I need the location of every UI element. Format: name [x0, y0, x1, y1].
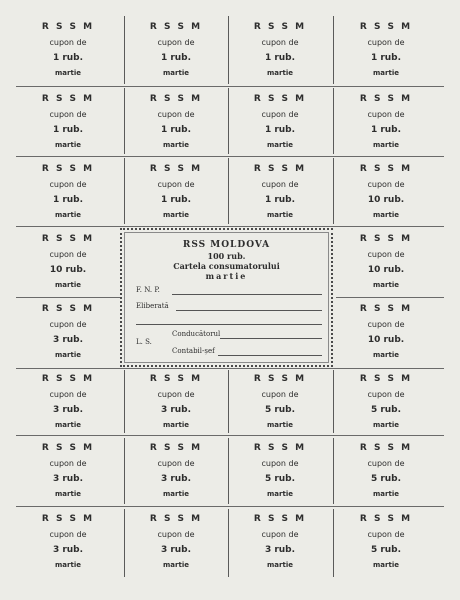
- coupon-value: 1 rub.: [160, 195, 192, 205]
- coupon[interactable]: [124, 88, 228, 150]
- perforation-line: [228, 158, 229, 224]
- coupon-value: 3 rub.: [160, 474, 192, 484]
- accountant-label: Contabil-șef: [172, 347, 215, 355]
- perforation-line: [124, 16, 125, 84]
- issued-label: Eliberată: [136, 302, 169, 310]
- coupon-title: R S S M: [149, 443, 203, 453]
- coupon[interactable]: [228, 508, 332, 570]
- coupon-value: 1 rub.: [264, 125, 296, 135]
- coupon[interactable]: [124, 16, 228, 78]
- perforation-line: [16, 435, 444, 436]
- coupon-title: R S S M: [359, 164, 413, 174]
- coupon[interactable]: [228, 368, 332, 430]
- coupon-value: 5 rub.: [264, 405, 296, 415]
- perforation-line: [16, 86, 444, 87]
- coupon-subtitle: cupon de: [367, 180, 405, 189]
- accountant-signature-field[interactable]: [218, 355, 322, 356]
- coupon-value: 5 rub.: [370, 405, 402, 415]
- coupon-value: 3 rub.: [52, 335, 84, 345]
- coupon-title: R S S M: [41, 443, 95, 453]
- perforation-line: [16, 297, 120, 298]
- coupon-title: R S S M: [149, 22, 203, 32]
- issued-field-line-2[interactable]: [136, 324, 322, 325]
- coupon-title: R S S M: [41, 304, 95, 314]
- coupon[interactable]: [334, 88, 438, 150]
- fnp-field[interactable]: [172, 294, 322, 295]
- coupon-subtitle: cupon de: [49, 390, 87, 399]
- coupon[interactable]: [124, 437, 228, 499]
- coupon[interactable]: [228, 158, 332, 220]
- coupon-title: R S S M: [149, 374, 203, 384]
- coupon[interactable]: [16, 16, 120, 78]
- coupon-subtitle: cupon de: [157, 180, 195, 189]
- coupon-subtitle: cupon de: [261, 180, 299, 189]
- coupon-value: 1 rub.: [52, 53, 84, 63]
- coupon-value: 1 rub.: [52, 195, 84, 205]
- coupon-month: martie: [55, 141, 81, 149]
- coupon-value: 1 rub.: [264, 53, 296, 63]
- coupon-title: R S S M: [41, 234, 95, 244]
- coupon-month: martie: [55, 561, 81, 569]
- coupon-title: R S S M: [149, 94, 203, 104]
- coupon-value: 1 rub.: [160, 125, 192, 135]
- perforation-line: [16, 156, 444, 157]
- coupon[interactable]: [124, 368, 228, 430]
- coupon[interactable]: [124, 158, 228, 220]
- coupon-subtitle: cupon de: [157, 110, 195, 119]
- card-amount: 100 rub.: [207, 251, 246, 261]
- coupon-month: martie: [267, 561, 293, 569]
- coupon-title: R S S M: [41, 22, 95, 32]
- coupon-month: martie: [267, 141, 293, 149]
- issued-field[interactable]: [176, 310, 322, 311]
- perforation-line: [124, 370, 125, 433]
- coupon-subtitle: cupon de: [261, 38, 299, 47]
- coupon-month: martie: [373, 141, 399, 149]
- coupon-value: 10 rub.: [367, 265, 405, 275]
- coupon-subtitle: cupon de: [367, 530, 405, 539]
- coupon-month: martie: [373, 211, 399, 219]
- coupon-title: R S S M: [253, 374, 307, 384]
- coupon[interactable]: [16, 437, 120, 499]
- coupon-subtitle: cupon de: [49, 530, 87, 539]
- coupon-subtitle: cupon de: [261, 530, 299, 539]
- perforation-line: [228, 88, 229, 154]
- perforation-line: [228, 370, 229, 433]
- coupon[interactable]: [228, 437, 332, 499]
- perforation-line: [124, 438, 125, 504]
- coupon-month: martie: [267, 69, 293, 77]
- coupon[interactable]: [228, 88, 332, 150]
- coupon-month: martie: [163, 211, 189, 219]
- coupon-value: 5 rub.: [370, 474, 402, 484]
- coupon-subtitle: cupon de: [261, 459, 299, 468]
- coupon-subtitle: cupon de: [367, 320, 405, 329]
- card-name: Cartela consumatorului: [173, 261, 280, 271]
- coupon[interactable]: [16, 228, 120, 290]
- coupon-value: 3 rub.: [160, 405, 192, 415]
- perforation-line: [16, 506, 444, 507]
- coupon[interactable]: [16, 88, 120, 150]
- coupon-title: R S S M: [149, 164, 203, 174]
- coupon-month: martie: [55, 421, 81, 429]
- coupon-month: martie: [55, 490, 81, 498]
- coupon[interactable]: [16, 368, 120, 430]
- perforation-line: [16, 368, 444, 369]
- coupon-value: 10 rub.: [367, 195, 405, 205]
- coupon-subtitle: cupon de: [367, 250, 405, 259]
- coupon-subtitle: cupon de: [261, 110, 299, 119]
- coupon-title: R S S M: [359, 304, 413, 314]
- coupon-title: R S S M: [253, 94, 307, 104]
- perforation-line: [124, 88, 125, 154]
- coupon-title: R S S M: [359, 374, 413, 384]
- coupon-value: 1 rub.: [160, 53, 192, 63]
- coupon-month: martie: [55, 351, 81, 359]
- coupon-value: 1 rub.: [370, 53, 402, 63]
- coupon-subtitle: cupon de: [49, 459, 87, 468]
- coupon-value: 3 rub.: [264, 545, 296, 555]
- coupon[interactable]: [16, 158, 120, 220]
- coupon-month: martie: [267, 211, 293, 219]
- coupon-title: R S S M: [253, 22, 307, 32]
- coupon-title: R S S M: [41, 374, 95, 384]
- coupon-subtitle: cupon de: [367, 459, 405, 468]
- coupon-title: R S S M: [253, 514, 307, 524]
- coupon-month: martie: [267, 421, 293, 429]
- coupon[interactable]: [334, 437, 438, 499]
- coupon-value: 10 rub.: [49, 265, 87, 275]
- coupon-month: martie: [373, 281, 399, 289]
- coupon-month: martie: [163, 141, 189, 149]
- coupon[interactable]: [334, 368, 438, 430]
- coupon-subtitle: cupon de: [261, 390, 299, 399]
- coupon-title: R S S M: [149, 514, 203, 524]
- perforation-line: [333, 88, 334, 154]
- coupon-subtitle: cupon de: [49, 250, 87, 259]
- coupon-subtitle: cupon de: [157, 38, 195, 47]
- coupon-subtitle: cupon de: [49, 38, 87, 47]
- coupon-month: martie: [55, 211, 81, 219]
- coupon-title: R S S M: [253, 164, 307, 174]
- coupon[interactable]: [16, 508, 120, 570]
- coupon-value: 3 rub.: [160, 545, 192, 555]
- coupon-month: martie: [373, 421, 399, 429]
- perforation-line: [16, 226, 444, 227]
- perforation-line: [124, 509, 125, 577]
- coupon-title: R S S M: [359, 22, 413, 32]
- card-title: RSS MOLDOVA: [182, 240, 271, 250]
- perforation-line: [333, 509, 334, 577]
- perforation-line: [228, 16, 229, 84]
- coupon-subtitle: cupon de: [157, 530, 195, 539]
- coupon-month: martie: [373, 69, 399, 77]
- coupon-month: martie: [373, 561, 399, 569]
- coupon-subtitle: cupon de: [367, 38, 405, 47]
- perforation-line: [333, 158, 334, 224]
- coupon-subtitle: cupon de: [157, 390, 195, 399]
- coupon-title: R S S M: [253, 443, 307, 453]
- coupon-month: martie: [163, 490, 189, 498]
- coupon-subtitle: cupon de: [49, 110, 87, 119]
- fnp-label: F. N. P.: [136, 286, 160, 294]
- coupon-month: martie: [55, 281, 81, 289]
- coupon-value: 1 rub.: [52, 125, 84, 135]
- coupon-subtitle: cupon de: [157, 459, 195, 468]
- coupon-title: R S S M: [359, 443, 413, 453]
- coupon[interactable]: [228, 16, 332, 78]
- coupon-value: 3 rub.: [52, 474, 84, 484]
- perforation-line: [333, 438, 334, 504]
- coupon-title: R S S M: [359, 234, 413, 244]
- perforation-line: [124, 158, 125, 224]
- coupon-title: R S S M: [41, 164, 95, 174]
- coupon-subtitle: cupon de: [49, 180, 87, 189]
- coupon-title: R S S M: [41, 94, 95, 104]
- coupon[interactable]: [334, 158, 438, 220]
- coupon-title: R S S M: [359, 514, 413, 524]
- perforation-line: [228, 509, 229, 577]
- director-label: Conducătorul: [172, 330, 221, 338]
- card-month: martie: [205, 271, 248, 281]
- perforation-line: [336, 297, 444, 298]
- coupon[interactable]: [334, 508, 438, 570]
- perforation-line: [333, 16, 334, 84]
- coupon-subtitle: cupon de: [49, 320, 87, 329]
- coupon-subtitle: cupon de: [367, 390, 405, 399]
- coupon[interactable]: [124, 508, 228, 570]
- coupon-value: 5 rub.: [264, 474, 296, 484]
- coupon-month: martie: [267, 490, 293, 498]
- coupon[interactable]: [334, 228, 438, 290]
- director-signature-field[interactable]: [220, 338, 322, 339]
- coupon-value: 1 rub.: [370, 125, 402, 135]
- coupon-value: 5 rub.: [370, 545, 402, 555]
- coupon-month: martie: [373, 490, 399, 498]
- perforation-line: [228, 438, 229, 504]
- coupon-month: martie: [55, 69, 81, 77]
- consumer-card: [120, 228, 333, 367]
- ls-label: L. S.: [136, 338, 152, 346]
- coupon[interactable]: [16, 298, 120, 360]
- coupon-month: martie: [163, 421, 189, 429]
- coupon-month: martie: [373, 351, 399, 359]
- coupon-value: 1 rub.: [264, 195, 296, 205]
- coupon-title: R S S M: [359, 94, 413, 104]
- coupon-month: martie: [163, 561, 189, 569]
- perforation-line: [333, 370, 334, 433]
- coupon-subtitle: cupon de: [367, 110, 405, 119]
- coupon-title: R S S M: [41, 514, 95, 524]
- coupon[interactable]: [334, 16, 438, 78]
- coupon-month: martie: [163, 69, 189, 77]
- coupon[interactable]: [334, 298, 438, 360]
- coupon-value: 3 rub.: [52, 545, 84, 555]
- coupon-value: 10 rub.: [367, 335, 405, 345]
- coupon-value: 3 rub.: [52, 405, 84, 415]
